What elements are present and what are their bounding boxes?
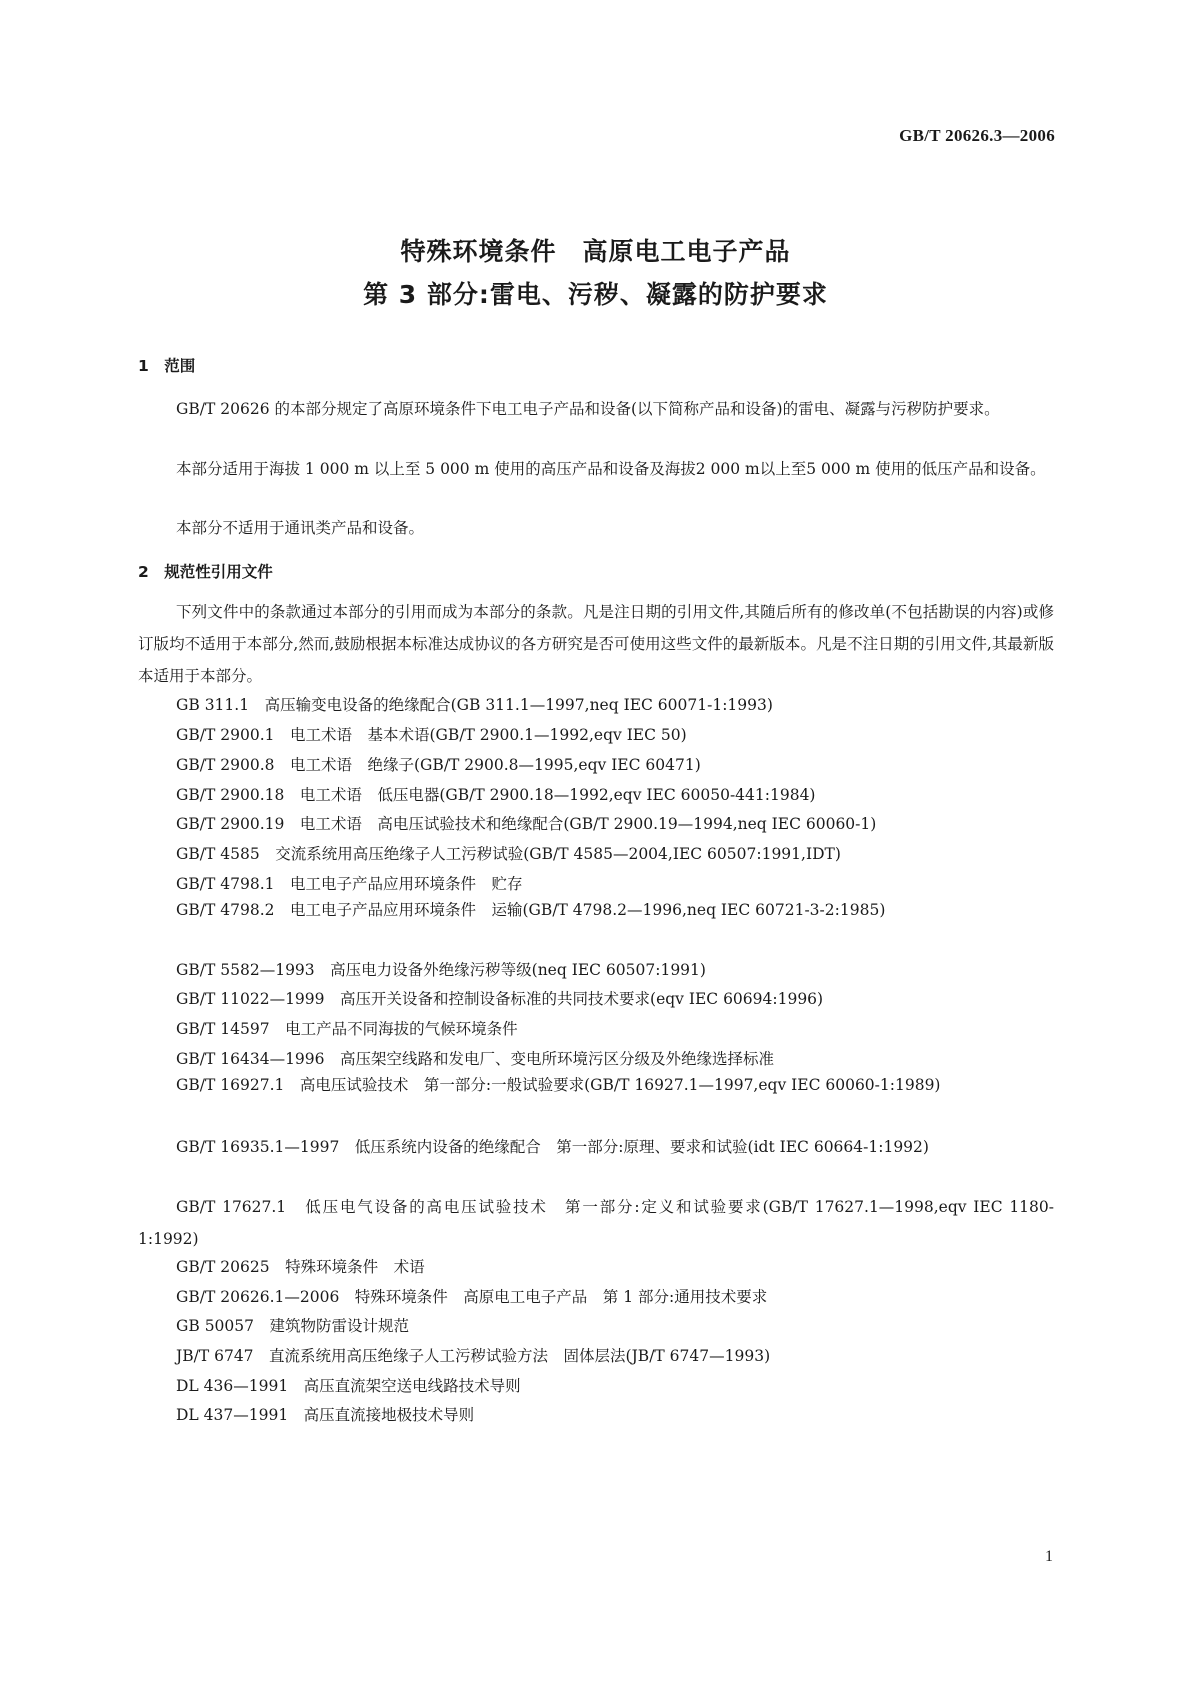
document-title-line2: 第 3 部分:雷电、污秽、凝露的防护要求 — [363, 280, 828, 309]
section-2-intro: 下列文件中的条款通过本部分的引用而成为本部分的条款。凡是注日期的引用文件,其随后所有的修改单(不包括勘误的内容)或修订版均不适用于本部分,然而,鼓励根据本标准达成协议的各方研究是否可使用这些文件的最新版本。凡是不注日期的引用文件,其最新版本适用于本部分。 — [138, 603, 1054, 685]
page-number: 1 — [1045, 1548, 1053, 1565]
reference-item: GB/T 20626.1—2006 特殊环境条件 高原电工电子产品 第 1 部分:通用技术要求 — [176, 1288, 768, 1306]
reference-item: GB/T 4798.2 电工电子产品应用环境条件 运输(GB/T 4798.2—1996,neq IEC 60721-3-2:1985) — [176, 901, 886, 919]
reference-item: GB 50057 建筑物防雷设计规范 — [176, 1317, 410, 1335]
reference-item: DL 436—1991 高压直流架空送电线路技术导则 — [176, 1377, 521, 1395]
reference-item: GB/T 2900.19 电工术语 高电压试验技术和绝缘配合(GB/T 2900.19—1994,neq IEC 60060-1) — [176, 815, 877, 833]
reference-item: JB/T 6747 直流系统用高压绝缘子人工污秽试验方法 固体层法(JB/T 6747—1993) — [176, 1347, 771, 1365]
reference-item: GB/T 4585 交流系统用高压绝缘子人工污秽试验(GB/T 4585—2004,IEC 60507:1991,IDT) — [176, 845, 841, 863]
section-1-paragraph-1: GB/T 20626 的本部分规定了高原环境条件下电工电子产品和设备(以下简称产品和设备)的雷电、凝露与污秽防护要求。 — [176, 400, 1000, 418]
reference-item: GB/T 16927.1 高电压试验技术 第一部分:一般试验要求(GB/T 16927.1—1997,eqv IEC 60060-1:1989) — [176, 1076, 941, 1094]
reference-item: GB/T 2900.8 电工术语 绝缘子(GB/T 2900.8—1995,eqv IEC 60471) — [176, 756, 701, 774]
reference-item: GB/T 16434—1996 高压架空线路和发电厂、变电所环境污区分级及外绝缘选择标准 — [176, 1050, 775, 1068]
reference-item: GB/T 14597 电工产品不同海拔的气候环境条件 — [176, 1020, 518, 1038]
section-1-paragraph-3: 本部分不适用于通讯类产品和设备。 — [176, 519, 425, 537]
reference-item: GB 311.1 高压输变电设备的绝缘配合(GB 311.1—1997,neq IEC 60071-1:1993) — [176, 696, 773, 714]
section-1-paragraph-2: 本部分适用于海拔 1 000 m 以上至 5 000 m 使用的高压产品和设备及海拔2 000 m以上至5 000 m 使用的低压产品和设备。 — [176, 460, 1046, 478]
reference-item: GB/T 11022—1999 高压开关设备和控制设备标准的共同技术要求(eqv IEC 60694:1996) — [176, 990, 824, 1008]
reference-item: DL 437—1991 高压直流接地极技术导则 — [176, 1406, 475, 1424]
document-title-line1: 特殊环境条件 高原电工电子产品 — [400, 237, 791, 266]
reference-item: GB/T 16935.1—1997 低压系统内设备的绝缘配合 第一部分:原理、要求和试验(idt IEC 60664-1:1992) — [176, 1138, 929, 1156]
reference-item: GB/T 2900.1 电工术语 基本术语(GB/T 2900.1—1992,eqv IEC 50) — [176, 726, 687, 744]
reference-item: GB/T 5582—1993 高压电力设备外绝缘污秽等级(neq IEC 60507:1991) — [176, 961, 706, 979]
reference-item: GB/T 20625 特殊环境条件 术语 — [176, 1258, 425, 1276]
section-2-heading: 2 规范性引用文件 — [138, 563, 273, 581]
standard-code: GB/T 20626.3—2006 — [899, 126, 1055, 145]
reference-item: GB/T 4798.1 电工电子产品应用环境条件 贮存 — [176, 875, 523, 893]
section-1-heading: 1 范围 — [138, 357, 196, 375]
reference-item: GB/T 2900.18 电工术语 低压电器(GB/T 2900.18—1992,eqv IEC 60050-441:1984) — [176, 786, 816, 804]
reference-item: GB/T 17627.1 低压电气设备的高电压试验技术 第一部分:定义和试验要求(GB/T 17627.1—1998,eqv IEC 1180-1:1992) — [138, 1198, 1054, 1248]
